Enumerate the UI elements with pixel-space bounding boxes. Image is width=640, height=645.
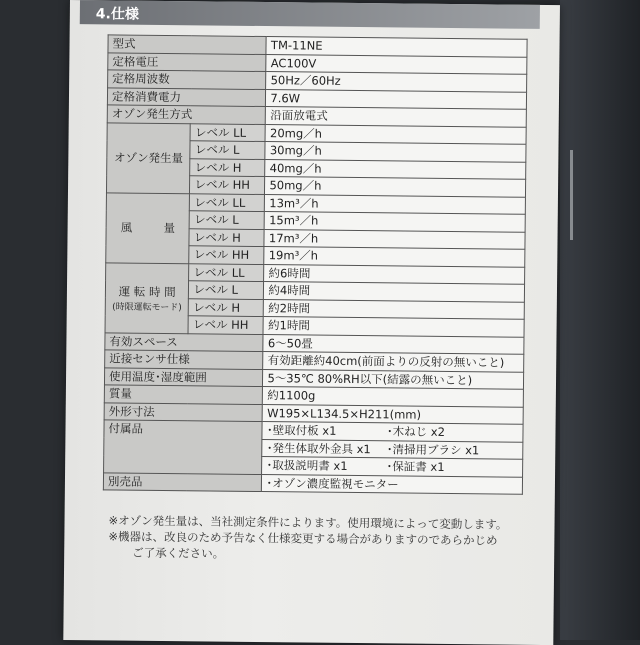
spec-value: 約1時間 bbox=[263, 317, 524, 337]
accessory-item: ･清掃用ブラシ x1 bbox=[386, 442, 480, 458]
spec-value: 40mg／h bbox=[265, 159, 526, 179]
spec-value: 5～35℃ 80%RH以下(結露の無いこと) bbox=[263, 369, 524, 389]
footnote: ※機器は、改良のため予告なく仕様変更する場合がありますのであらかじめ bbox=[108, 529, 498, 548]
spec-label: 型式 bbox=[108, 35, 267, 54]
spec-value: 19m³／h bbox=[264, 247, 525, 267]
spec-value: 7.6W bbox=[266, 89, 527, 109]
level-label: レベル HH bbox=[188, 316, 263, 334]
spec-value: W195×L134.5×H211(mm) bbox=[263, 404, 524, 424]
spec-label: 別売品 bbox=[103, 472, 262, 491]
level-label: レベル HH bbox=[190, 176, 265, 194]
spec-value: 20mg／h bbox=[265, 124, 526, 144]
spec-value: 約2時間 bbox=[264, 299, 525, 319]
level-label: レベル L bbox=[189, 281, 264, 299]
spec-label: 定格消費電力 bbox=[107, 87, 266, 106]
accessory-item: ･取扱説明書 x1 bbox=[266, 458, 348, 474]
ozone-output-label: オゾン発生量 bbox=[106, 122, 190, 193]
airflow-label bbox=[106, 192, 190, 263]
spec-value: 約1100g bbox=[263, 387, 524, 407]
spec-value: 沿面放電式 bbox=[266, 107, 527, 127]
spec-label: オゾン発生方式 bbox=[107, 105, 266, 124]
level-label: レベル L bbox=[190, 141, 265, 159]
spec-label: 近接センサ仕様 bbox=[105, 350, 264, 369]
section-title: 4.仕様 bbox=[95, 6, 139, 23]
background-edge bbox=[560, 0, 640, 640]
level-label: レベル H bbox=[189, 298, 264, 316]
table-row bbox=[104, 420, 523, 442]
spec-label: 使用温度･湿度範囲 bbox=[104, 367, 263, 386]
spec-value: 約6時間 bbox=[264, 264, 525, 284]
spec-value: 15m³／h bbox=[265, 212, 526, 232]
spec-value: TM-11NE bbox=[266, 37, 527, 57]
accessory-item: ･発生体取外金具 x1 bbox=[266, 440, 371, 456]
level-label: レベル LL bbox=[189, 263, 264, 281]
level-label: レベル LL bbox=[190, 193, 265, 211]
spec-label: 付属品 bbox=[104, 420, 263, 474]
spec-label: 定格周波数 bbox=[108, 70, 267, 89]
spec-label: 外形寸法 bbox=[104, 402, 263, 421]
spec-value: AC100V bbox=[266, 54, 527, 74]
section-header bbox=[80, 0, 540, 29]
airflow-label-a: 風 bbox=[120, 220, 133, 235]
table-row bbox=[107, 122, 526, 144]
spec-value: 30mg／h bbox=[265, 142, 526, 162]
spec-value: 有効距離約40cm(前面よりの反射の無いこと) bbox=[263, 352, 524, 372]
spec-label: 定格電圧 bbox=[108, 52, 267, 71]
footnote: ※オゾン発生量は、当社測定条件によります。使用環境によって変動します。 bbox=[108, 513, 508, 532]
accessory-item: ･保証書 x1 bbox=[386, 459, 445, 475]
level-label: レベル H bbox=[189, 228, 264, 246]
spec-value: 6～50畳 bbox=[263, 334, 524, 354]
runtime-label-main: 運 転 時 間 bbox=[118, 284, 176, 299]
binder-tab bbox=[570, 150, 587, 240]
level-label: レベル L bbox=[190, 211, 265, 229]
accessory-item: ･木ねじ x2 bbox=[386, 424, 446, 440]
spec-value: 約4時間 bbox=[264, 282, 525, 302]
table-row bbox=[106, 192, 525, 214]
footnote: ご了承ください。 bbox=[132, 545, 225, 561]
spec-value: 50mg／h bbox=[265, 177, 526, 197]
level-label: レベル HH bbox=[189, 246, 264, 264]
level-label: レベル H bbox=[190, 158, 265, 176]
table-row bbox=[103, 472, 522, 494]
spec-label: 質量 bbox=[104, 385, 263, 404]
manual-page bbox=[63, 0, 560, 645]
spec-table bbox=[103, 34, 528, 494]
runtime-label-sub: (時限運転モード) bbox=[112, 301, 182, 313]
airflow-label-b: 量 bbox=[163, 220, 176, 236]
spec-label: 有効スペース bbox=[105, 332, 264, 351]
spec-value: 13m³／h bbox=[265, 194, 526, 214]
accessory-item: ･壁取付板 x1 bbox=[266, 423, 337, 439]
spec-value: 50Hz／60Hz bbox=[266, 72, 527, 92]
spec-value: ･オゾン濃度監視モニター bbox=[262, 474, 523, 494]
spec-value: 17m³／h bbox=[264, 229, 525, 249]
table-row bbox=[106, 262, 525, 284]
footnotes bbox=[108, 512, 528, 564]
runtime-label bbox=[105, 262, 189, 333]
level-label: レベル LL bbox=[190, 123, 265, 141]
